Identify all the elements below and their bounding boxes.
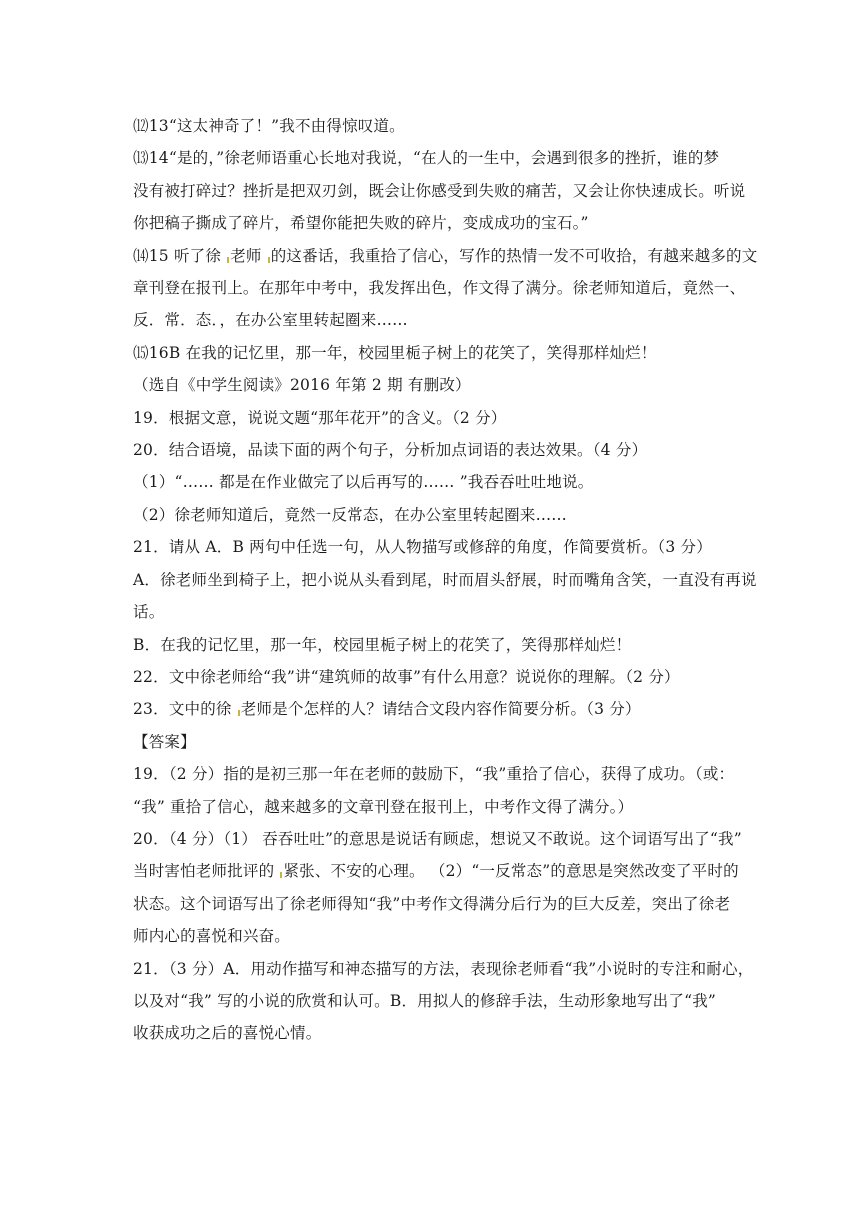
answer-20-line-2	[133, 855, 747, 887]
question-22: 22．文中徐老师给“我”讲“建筑师的故事”有什么用意？说说你的理解。（2 分）	[133, 667, 680, 686]
question-21-option-b: B．在我的记忆里，那一年，校园里栀子树上的花笑了，笑得那样灿烂！	[133, 635, 632, 654]
text-segment: ⒁15 听了徐	[133, 246, 227, 265]
answer-20-line-3: 状态。这个词语写出了徐老师得知“我”中考作文得满分后行为的巨大反差，突出了徐老	[133, 894, 731, 913]
edit-mark	[227, 257, 229, 263]
question-23	[133, 693, 747, 725]
text-segment: 23．文中的徐	[133, 700, 237, 719]
paragraph-14-line-1	[133, 240, 758, 272]
answer-21-line-3: 收获成功之后的喜悦心情。	[133, 1024, 322, 1043]
text-segment: 紧张、不安的心理。 （2）“一反常态”的意思是突然改变了平时的	[283, 862, 739, 881]
question-21: 21．请从 A．B 两句中任选一句，从人物描写或修辞的角度，作简要赏析。（3 分）	[133, 538, 712, 557]
question-20: 20．结合语境，品读下面的两个句子，分析加点词语的表达效果。（4 分）	[133, 441, 648, 460]
text-segment: 的这番话，我重拾了信心，写作的热情一发不可收拾，有越来越多的文	[270, 246, 758, 265]
text-segment: 老师	[230, 246, 267, 265]
question-20-item-1: （1）“…… 都是在作业做完了以后再写的…… ”我吞吞吐吐地说。	[133, 473, 594, 492]
answer-21-line-2: 以及对“我” 写的小说的欣赏和认可。B．用拟人的修辞手法，生动形象地写出了“我”	[133, 991, 717, 1010]
question-21-option-a-line-2: 话。	[133, 603, 165, 622]
answer-20-line-1: 20．（4 分）（1） 吞吞吐吐”的意思是说话有顾虑，想说又不敢说。这个词语写出了“我”	[133, 829, 742, 848]
answer-19-line-2: “我” 重拾了信心，越来越多的文章刊登在报刊上，中考作文得了满分。）	[133, 797, 634, 816]
text-segment: 老师是个怎样的人？请结合文段内容作简要分析。（3 分）	[240, 700, 641, 719]
paragraph-14-line-3: 反．常．态．，在办公室里转起圈来……	[133, 311, 408, 330]
question-20-item-2: （2）徐老师知道后，竟然一反常态，在办公室里转起圈来……	[133, 505, 567, 524]
paragraph-13-line-2: 没有被打碎过？挫折是把双刃剑，既会让你感受到失败的痛苦，又会让你快速成长。听说	[133, 181, 746, 200]
paragraph-13-line-3: 你把稿子撕成了碎片，希望你能把失败的碎片，变成成功的宝石。”	[133, 214, 589, 233]
text-segment: 当时害怕老师批评的	[133, 862, 280, 881]
paragraph-15: ⒂16B 在我的记忆里，那一年，校园里栀子树上的花笑了，笑得那样灿烂！	[133, 343, 657, 362]
source-note: （选自《中学生阅读》2016 年第 2 期 有删改）	[133, 376, 471, 395]
question-19: 19．根据文意，说说文题“那年花开”的含义。（2 分）	[133, 408, 507, 427]
question-21-option-a-line-1: A．徐老师坐到椅子上，把小说从头看到尾，时而眉头舒展，时而嘴角含笑，一直没有再说	[133, 570, 757, 589]
edit-mark	[238, 710, 240, 716]
answer-20-line-4: 师内心的喜悦和兴奋。	[133, 927, 291, 946]
answer-heading: 【答案】	[133, 732, 196, 751]
answer-19-line-1: 19．（2 分）指的是初三那一年在老师的鼓励下，“我”重拾了信心，获得了成功。（或：	[133, 765, 735, 784]
paragraph-14-line-2: 章刊登在报刊上。在那年中考中，我发挥出色，作文得了满分。徐老师知道后，竟然一、	[133, 279, 746, 298]
edit-mark	[268, 257, 270, 263]
paragraph-12: ⑿13“这太神奇了！”我不由得惊叹道。	[133, 117, 405, 135]
paragraph-13-line-1: ⒀14“是的，”徐老师语重心长地对我说，“在人的一生中，会遇到很多的挫折，谁的梦	[133, 149, 720, 168]
answer-21-line-1: 21．（3 分）A．用动作描写和神态描写的方法，表现徐老师看“我”小说时的专注和耐心，	[133, 959, 754, 978]
